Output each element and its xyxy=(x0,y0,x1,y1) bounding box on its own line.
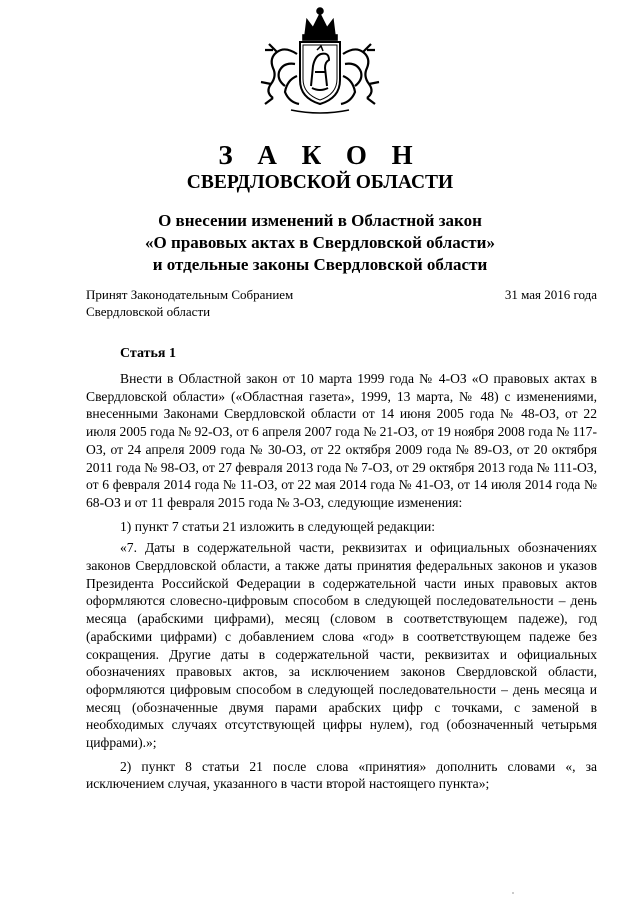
law-heading-line: О внесении изменений в Областной закон xyxy=(158,211,482,230)
scan-speck xyxy=(512,892,514,894)
paragraph: «7. Даты в содержательной части, реквизитах и официальных обозначениях законов Свердловской области, а также даты принятия федеральных законов и указов Президента Российской Федерации в содержательной части иных правовых актов оформляются словесно-цифровым способом в следующей последовательности – день месяца (арабскими цифрами), месяц (словом в соответствующем падеже), год (арабскими цифрами) с добавлением слова «год» в соответствующем падеже без сокращения. Другие даты в содержательной части, реквизитах и официальных обозначениях правовых актов, за исключением законов Свердловской области, оформляются цифровым способом в следующей последовательности – день месяца и месяц (обозначенные двумя парами арабских цифр с точками, с заменой в необходимых случаях отсутствующей цифры нулем), год (обозначенный четырьмя цифрами).»; xyxy=(86,540,597,751)
document-subtitle: СВЕРДЛОВСКОЙ ОБЛАСТИ xyxy=(186,172,454,193)
paragraph: 1) пункт 7 статьи 21 изложить в следующей редакции: xyxy=(120,518,436,534)
paragraph: Внести в Областной закон от 10 марта 1999 года № 4-ОЗ «О правовых актах в Свердловской области» («Областная газета», 1999, 13 марта, № 48) с изменениями, внесенными Законами Свердловской области от 14 июня 2005 года № 48-ОЗ, от 22 июля 2005 года № 92-ОЗ, от 6 апреля 2007 года № 21-ОЗ, от 19 ноября 2008 года № 117-ОЗ, от 24 апреля 2009 года № 30-ОЗ, от 22 октября 2009 года № 89-ОЗ, от 20 октября 2011 года № 98-ОЗ, от 27 февраля 2013 года № 7-ОЗ, от 29 октября 2013 года № 111-ОЗ, от 6 февраля 2014 года № 11-ОЗ, от 22 мая 2014 года № 41-ОЗ, от 14 июля 2014 года № 68-ОЗ и от 11 февраля 2015 года № 3-ОЗ, следующие изменения: xyxy=(86,371,597,510)
article-title: Статья 1 xyxy=(120,346,176,361)
adopted-date: 31 мая 2016 года xyxy=(504,287,597,302)
document-title: З А К О Н xyxy=(218,140,422,170)
adopted-by-line: Свердловской области xyxy=(86,304,211,319)
article-body xyxy=(86,370,597,799)
adopted-by-line: Принят Законодательным Собранием xyxy=(86,287,294,302)
law-heading xyxy=(0,210,640,276)
coat-of-arms-emblem xyxy=(255,6,385,116)
law-heading-line: и отдельные законы Свердловской области xyxy=(152,255,488,274)
paragraph: 2) пункт 8 статьи 21 после слова «принятия» дополнить словами «, за исключением случая, указанного в части второй настоящего пункта»; xyxy=(86,758,597,792)
adopted-by xyxy=(86,286,293,320)
law-heading-line: «О правовых актах в Свердловской области» xyxy=(145,233,495,252)
